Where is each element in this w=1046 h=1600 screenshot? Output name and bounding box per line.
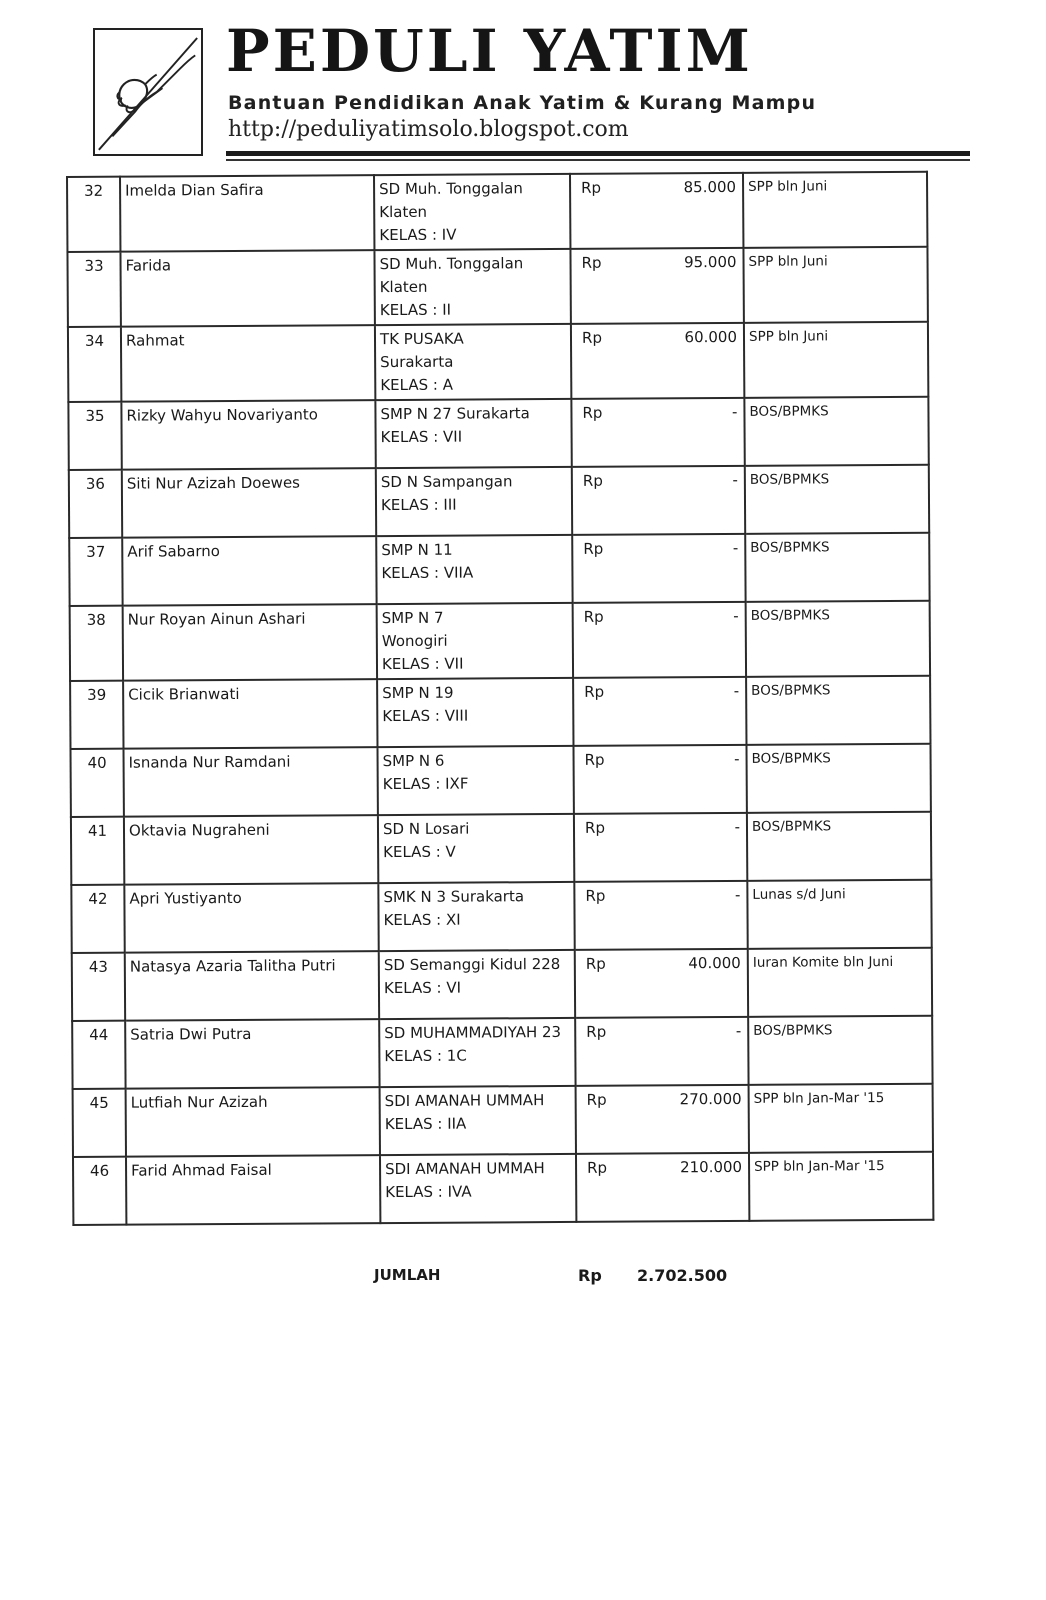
currency-label: Rp: [584, 682, 605, 701]
row-number: 40: [71, 749, 124, 817]
school-info: [375, 399, 571, 468]
row-number: 41: [71, 817, 124, 885]
payment-note: BOS/BPMKS: [745, 465, 929, 534]
student-name: Arif Sabarno: [122, 536, 376, 606]
amount-cell: [573, 602, 746, 678]
amount-cell: [573, 677, 746, 746]
amount-cell: [572, 466, 745, 535]
table-row: [72, 1016, 932, 1089]
amount-value: -: [735, 1021, 742, 1040]
amount-value: -: [734, 817, 741, 836]
payment-note: BOS/BPMKS: [748, 1016, 932, 1085]
row-number: 33: [67, 252, 120, 327]
student-name: Natasya Azaria Talitha Putri: [125, 951, 379, 1021]
total-currency: Rp: [578, 1266, 602, 1285]
school-line: SMK N 3 Surakarta: [383, 887, 525, 907]
school-info: [379, 950, 575, 1019]
school-line: SDI AMANAH UMMAH: [385, 1159, 545, 1179]
currency-label: Rp: [584, 750, 605, 769]
amount-cell: [576, 1085, 749, 1154]
currency-label: Rp: [583, 539, 604, 558]
amount-cell: [576, 1153, 749, 1222]
student-name: Isnanda Nur Ramdani: [123, 747, 377, 817]
school-line: SD Semanggi Kidul 228: [383, 954, 561, 975]
school-line: Wonogiri: [381, 631, 448, 651]
row-number: 45: [73, 1089, 126, 1157]
header-divider: [226, 151, 970, 156]
amount-value: 60.000: [684, 327, 738, 347]
school-line: SMP N 27 Surakarta: [380, 404, 530, 424]
school-line: KELAS : 1C: [384, 1046, 467, 1066]
school-info: [377, 746, 573, 815]
table-row: [71, 744, 931, 817]
school-info: [377, 603, 573, 679]
amount-cell: [571, 398, 744, 467]
ledger-body: [67, 172, 933, 1225]
currency-label: Rp: [581, 178, 602, 197]
school-info: [380, 1086, 576, 1155]
amount-cell: [572, 534, 745, 603]
school-line: KELAS : VIII: [382, 706, 469, 726]
school-line: Surakarta: [380, 352, 454, 372]
school-line: KELAS : II: [379, 300, 452, 320]
school-line: KELAS : VII: [381, 654, 464, 674]
currency-label: Rp: [581, 328, 603, 347]
student-name: Siti Nur Azizah Doewes: [122, 468, 376, 538]
school-line: SD Muh. Tonggalan: [379, 254, 524, 274]
amount-value: 95.000: [683, 252, 737, 272]
school-line: KELAS : IV: [379, 225, 457, 245]
table-row: [71, 812, 931, 885]
org-url[interactable]: http://peduliyatimsolo.blogspot.com: [228, 117, 629, 142]
school-info: [378, 882, 574, 951]
school-line: KELAS : A: [380, 375, 453, 395]
school-line: KELAS : IXF: [382, 774, 469, 794]
helping-hands-icon: [95, 30, 201, 154]
payment-note: SPP bln Juni: [744, 322, 928, 398]
row-number: 39: [70, 681, 123, 749]
school-line: KELAS : III: [380, 495, 457, 515]
amount-value: -: [733, 681, 740, 700]
student-name: Satria Dwi Putra: [125, 1019, 379, 1089]
table-row: [72, 948, 932, 1021]
school-info: [376, 467, 572, 536]
currency-label: Rp: [587, 1158, 608, 1177]
payment-note: Iuran Komite bln Juni: [748, 948, 932, 1017]
student-name: Imelda Dian Safira: [120, 175, 374, 252]
school-info: [379, 1018, 575, 1087]
payment-note: SPP bln Jan-Mar '15: [749, 1152, 933, 1221]
student-name: Cicik Brianwati: [123, 679, 377, 749]
amount-cell: [570, 248, 743, 324]
row-number: 38: [70, 606, 123, 681]
amount-cell: [575, 1017, 748, 1086]
school-info: [374, 249, 570, 325]
currency-label: Rp: [584, 818, 605, 837]
currency-label: Rp: [583, 607, 604, 626]
school-line: KELAS : V: [383, 842, 456, 862]
ledger-table-wrap: [66, 171, 934, 1226]
school-line: Klaten: [379, 202, 428, 222]
table-row: [70, 601, 930, 681]
currency-label: Rp: [585, 954, 606, 973]
school-line: SD N Losari: [382, 819, 470, 839]
school-line: TK PUSAKA: [379, 329, 464, 349]
table-row: [71, 880, 931, 953]
school-line: SMP N 19: [382, 683, 454, 703]
row-number: 35: [68, 402, 121, 470]
school-line: SD MUHAMMADIYAH 23: [384, 1022, 562, 1043]
student-name: Apri Yustiyanto: [124, 883, 378, 953]
school-line: SMP N 6: [382, 751, 445, 771]
school-info: [376, 535, 572, 604]
school-line: SD N Sampangan: [380, 472, 513, 492]
payment-note: SPP bln Juni: [743, 247, 927, 323]
payment-note: SPP bln Jan-Mar '15: [749, 1084, 933, 1153]
row-number: 36: [69, 470, 122, 538]
school-line: KELAS : IVA: [385, 1182, 472, 1202]
table-row: [68, 322, 928, 402]
org-title: PEDULI YATIM: [226, 17, 753, 85]
table-row: [73, 1152, 933, 1225]
row-number: 44: [72, 1021, 125, 1089]
amount-value: 40.000: [688, 953, 741, 973]
student-name: Nur Royan Ainun Ashari: [123, 604, 377, 681]
payment-note: BOS/BPMKS: [747, 812, 931, 881]
table-row: [69, 465, 929, 538]
student-name: Lutfiah Nur Azizah: [126, 1087, 380, 1157]
amount-cell: [571, 323, 744, 399]
amount-cell: [574, 881, 747, 950]
payment-note: BOS/BPMKS: [746, 601, 930, 677]
ledger-table: [66, 171, 934, 1226]
school-line: KELAS : VIIA: [381, 563, 474, 583]
table-row: [73, 1084, 933, 1157]
school-line: Klaten: [379, 277, 428, 297]
payment-note: BOS/BPMKS: [746, 744, 930, 813]
currency-label: Rp: [581, 253, 602, 272]
total-amount: 2.702.500: [637, 1266, 728, 1285]
amount-value: 210.000: [679, 1157, 743, 1177]
amount-value: -: [731, 402, 738, 421]
student-name: Farid Ahmad Faisal: [126, 1155, 380, 1225]
school-info: [380, 1154, 576, 1223]
amount-cell: [570, 173, 743, 249]
school-line: KELAS : VII: [380, 427, 463, 447]
student-name: Rizky Wahyu Novariyanto: [121, 400, 375, 470]
payment-note: BOS/BPMKS: [744, 397, 928, 466]
student-name: Farida: [120, 250, 374, 327]
payment-note: BOS/BPMKS: [745, 533, 929, 602]
school-line: SDI AMANAH UMMAH: [384, 1091, 545, 1111]
school-info: [375, 324, 571, 400]
currency-label: Rp: [586, 1090, 607, 1109]
student-name: Oktavia Nugraheni: [124, 815, 378, 885]
amount-value: 85.000: [683, 177, 737, 197]
header-divider-thin: [226, 159, 970, 161]
amount-cell: [574, 813, 747, 882]
amount-value: 270.000: [679, 1089, 742, 1109]
row-number: 46: [73, 1157, 126, 1225]
table-row: [69, 533, 929, 606]
table-row: [67, 247, 927, 327]
payment-note: SPP bln Juni: [743, 172, 927, 248]
school-line: KELAS : IIA: [384, 1114, 467, 1134]
payment-note: BOS/BPMKS: [746, 676, 930, 745]
school-line: SMP N 11: [381, 540, 453, 560]
row-number: 42: [71, 885, 124, 953]
amount-value: -: [734, 749, 740, 768]
amount-value: -: [732, 470, 738, 489]
logo: [93, 28, 203, 156]
currency-label: Rp: [586, 1022, 607, 1041]
org-subtitle: Bantuan Pendidikan Anak Yatim & Kurang Mampu: [228, 92, 817, 114]
amount-value: -: [733, 606, 739, 625]
payment-note: Lunas s/d Juni: [747, 880, 931, 949]
school-line: KELAS : XI: [383, 910, 461, 930]
currency-label: Rp: [582, 403, 603, 422]
school-info: [377, 678, 573, 747]
total-label: JUMLAH: [374, 1266, 441, 1284]
amount-cell: [575, 949, 748, 1018]
table-row: [68, 397, 928, 470]
school-line: KELAS : VI: [383, 978, 462, 998]
student-name: Rahmat: [121, 325, 375, 402]
school-info: [378, 814, 574, 883]
amount-value: -: [732, 538, 739, 557]
row-number: 32: [67, 177, 120, 252]
table-row: [70, 676, 930, 749]
table-row: [67, 172, 927, 252]
school-line: SMP N 7: [381, 608, 444, 628]
row-number: 34: [68, 327, 121, 402]
currency-label: Rp: [582, 471, 603, 490]
amount-cell: [573, 745, 746, 814]
amount-value: -: [734, 885, 741, 904]
currency-label: Rp: [585, 886, 606, 905]
row-number: 37: [69, 538, 122, 606]
school-info: [374, 174, 570, 250]
school-line: SD Muh. Tonggalan: [379, 179, 523, 199]
row-number: 43: [72, 953, 125, 1021]
